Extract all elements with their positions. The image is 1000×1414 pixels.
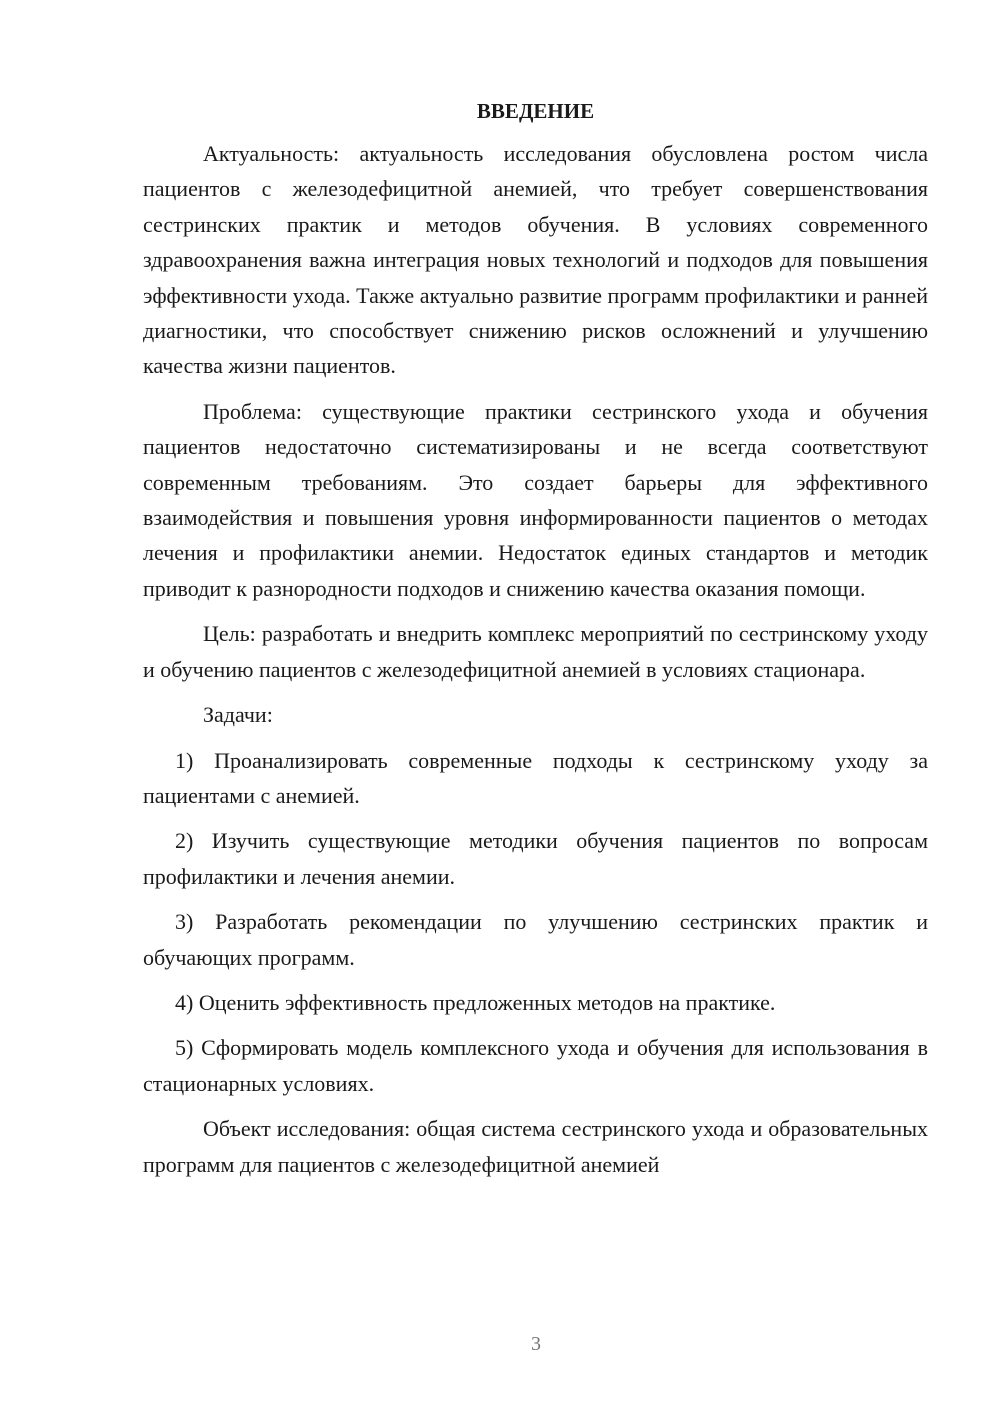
task-item: 1) Проанализировать современные подходы к сестринскому уходу за пациентами с анемией. <box>143 747 928 808</box>
tasks-label: Задачи: <box>203 702 273 728</box>
relevance-paragraph: Актуальность: актуальность исследования обусловлена ростом числа пациентов с железодефицитной анемией, что требует совершенствования сестринских практик и методов обучения. В условиях современного здравоохранения важна интеграция новых технологий и подходов для повышения эффективности ухода. Также актуально развитие программ профилактики и ранней диагностики, что способствует снижению рисков осложнений и улучшению качества жизни пациентов. <box>143 141 928 379</box>
object-paragraph: Объект исследования: общая система сестринского ухода и образовательных программ для пациентов с железодефицитной анемией <box>143 1116 928 1177</box>
task-item: 4) Оценить эффективность предложенных методов на практике. <box>175 989 776 1015</box>
page-number: 3 <box>531 1333 541 1355</box>
page-content <box>143 96 928 1192</box>
task-item: 2) Изучить существующие методики обучения пациентов по вопросам профилактики и лечения анемии. <box>143 828 928 889</box>
problem-paragraph: Проблема: существующие практики сестринского ухода и обучения пациентов недостаточно систематизированы и не всегда соответствуют современным требованиям. Это создает барьеры для эффективного взаимодействия и повышения уровня информированности пациентов о методах лечения и профилактики анемии. Недостаток единых стандартов и методик приводит к разнородности подходов и снижению качества оказания помощи. <box>143 398 928 601</box>
task-item: 5) Сформировать модель комплексного ухода и обучения для использования в стационарных условиях. <box>143 1035 928 1096</box>
task-item: 3) Разработать рекомендации по улучшению сестринских практик и обучающих программ. <box>143 909 928 970</box>
section-heading: ВВЕДЕНИЕ <box>476 99 595 123</box>
goal-paragraph: Цель: разработать и внедрить комплекс мероприятий по сестринскому уходу и обучению пациентов с железодефицитной анемией в условиях стационара. <box>143 621 928 682</box>
